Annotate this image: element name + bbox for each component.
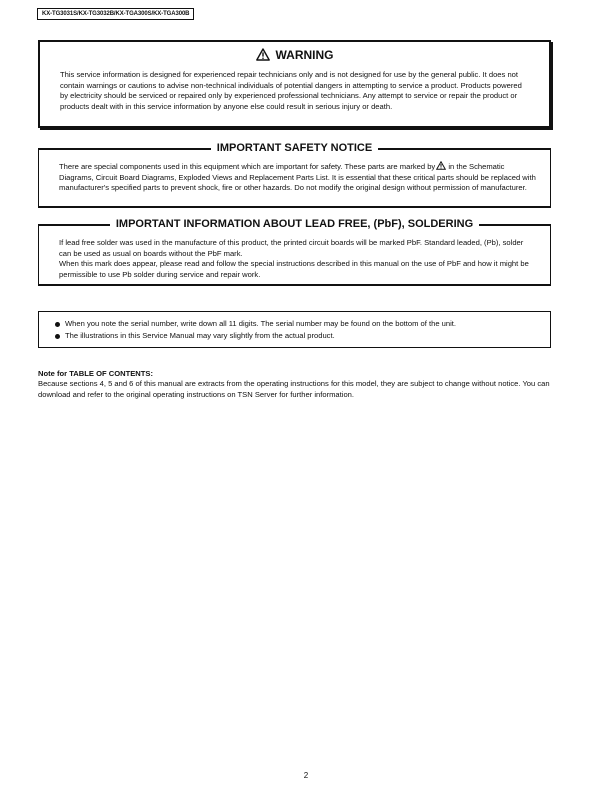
list-item	[55, 330, 542, 342]
bullet-icon	[55, 334, 60, 339]
warning-heading	[40, 48, 549, 62]
warning-text: This service information is designed for experienced repair technicians only and is not designed for use by the general public. It does not contain warnings or cautions to advise non-technical individuals of potential dangers in attempting to service a product. Products powered by electricity should be serviced or repaired only by experienced professional technicians. Any attempt to service or repair the product or products dealt with in this service information by anyone else could result in serious injury or death.	[60, 70, 522, 111]
bullet-icon	[55, 322, 60, 327]
toc-note	[38, 369, 560, 400]
lead-free-text	[59, 238, 530, 280]
safety-notice-box	[38, 142, 551, 208]
notes-box	[38, 311, 551, 348]
toc-note-title: Note for TABLE OF CONTENTS:	[38, 369, 154, 378]
model-number-header: KX-TG3031S/KX-TG3032B/KX-TGA300S/KX-TGA300B	[37, 8, 194, 20]
lead-free-paragraph-2: When this mark does appear, please read and follow the special instructions described in this manual on the use of PbF and how it might be permissible to use Pb solder during service and repair work.	[59, 259, 529, 279]
warning-triangle-icon	[256, 48, 270, 61]
toc-note-text: Because sections 4, 5 and 6 of this manual are extracts from the operating instructions for this model, they are subject to change without notice. You can download and refer to the original operating instructions on TSN Server for further information.	[38, 379, 550, 399]
lead-free-box	[38, 218, 551, 286]
safety-mark-triangle-icon	[436, 161, 446, 170]
lead-free-title: IMPORTANT INFORMATION ABOUT LEAD FREE, (PbF), SOLDERING	[110, 218, 479, 230]
safety-notice-text	[59, 161, 538, 194]
note-text: When you note the serial number, write down all 11 digits. The serial number may be found on the bottom of the unit.	[65, 319, 457, 328]
warning-title: WARNING	[275, 48, 334, 62]
warning-box	[38, 40, 551, 128]
list-item	[55, 318, 542, 330]
note-text: The illustrations in this Service Manual may vary slightly from the actual product.	[65, 331, 335, 340]
page-number: 2	[303, 771, 309, 780]
lead-free-paragraph-1: If lead free solder was used in the manufacture of this product, the printed circuit boards will be marked PbF. Standard leaded, (Pb), solder can be used as usual on boards without the PbF mark.	[59, 238, 524, 258]
notes-list	[55, 318, 542, 342]
safety-text-part-2: in the Schematic Diagrams, Circuit Board Diagrams, Exploded Views and Replacement Parts List. It is essential that these critical parts should be replaced with manufacturer's specified parts to prevent shock, fire or other hazards. Do not modify the original design without permission of manufacturer.	[59, 162, 536, 193]
safety-notice-title: IMPORTANT SAFETY NOTICE	[211, 142, 378, 154]
safety-text-part-1: There are special components used in this equipment which are important for safety. These parts are marked by	[59, 162, 436, 171]
